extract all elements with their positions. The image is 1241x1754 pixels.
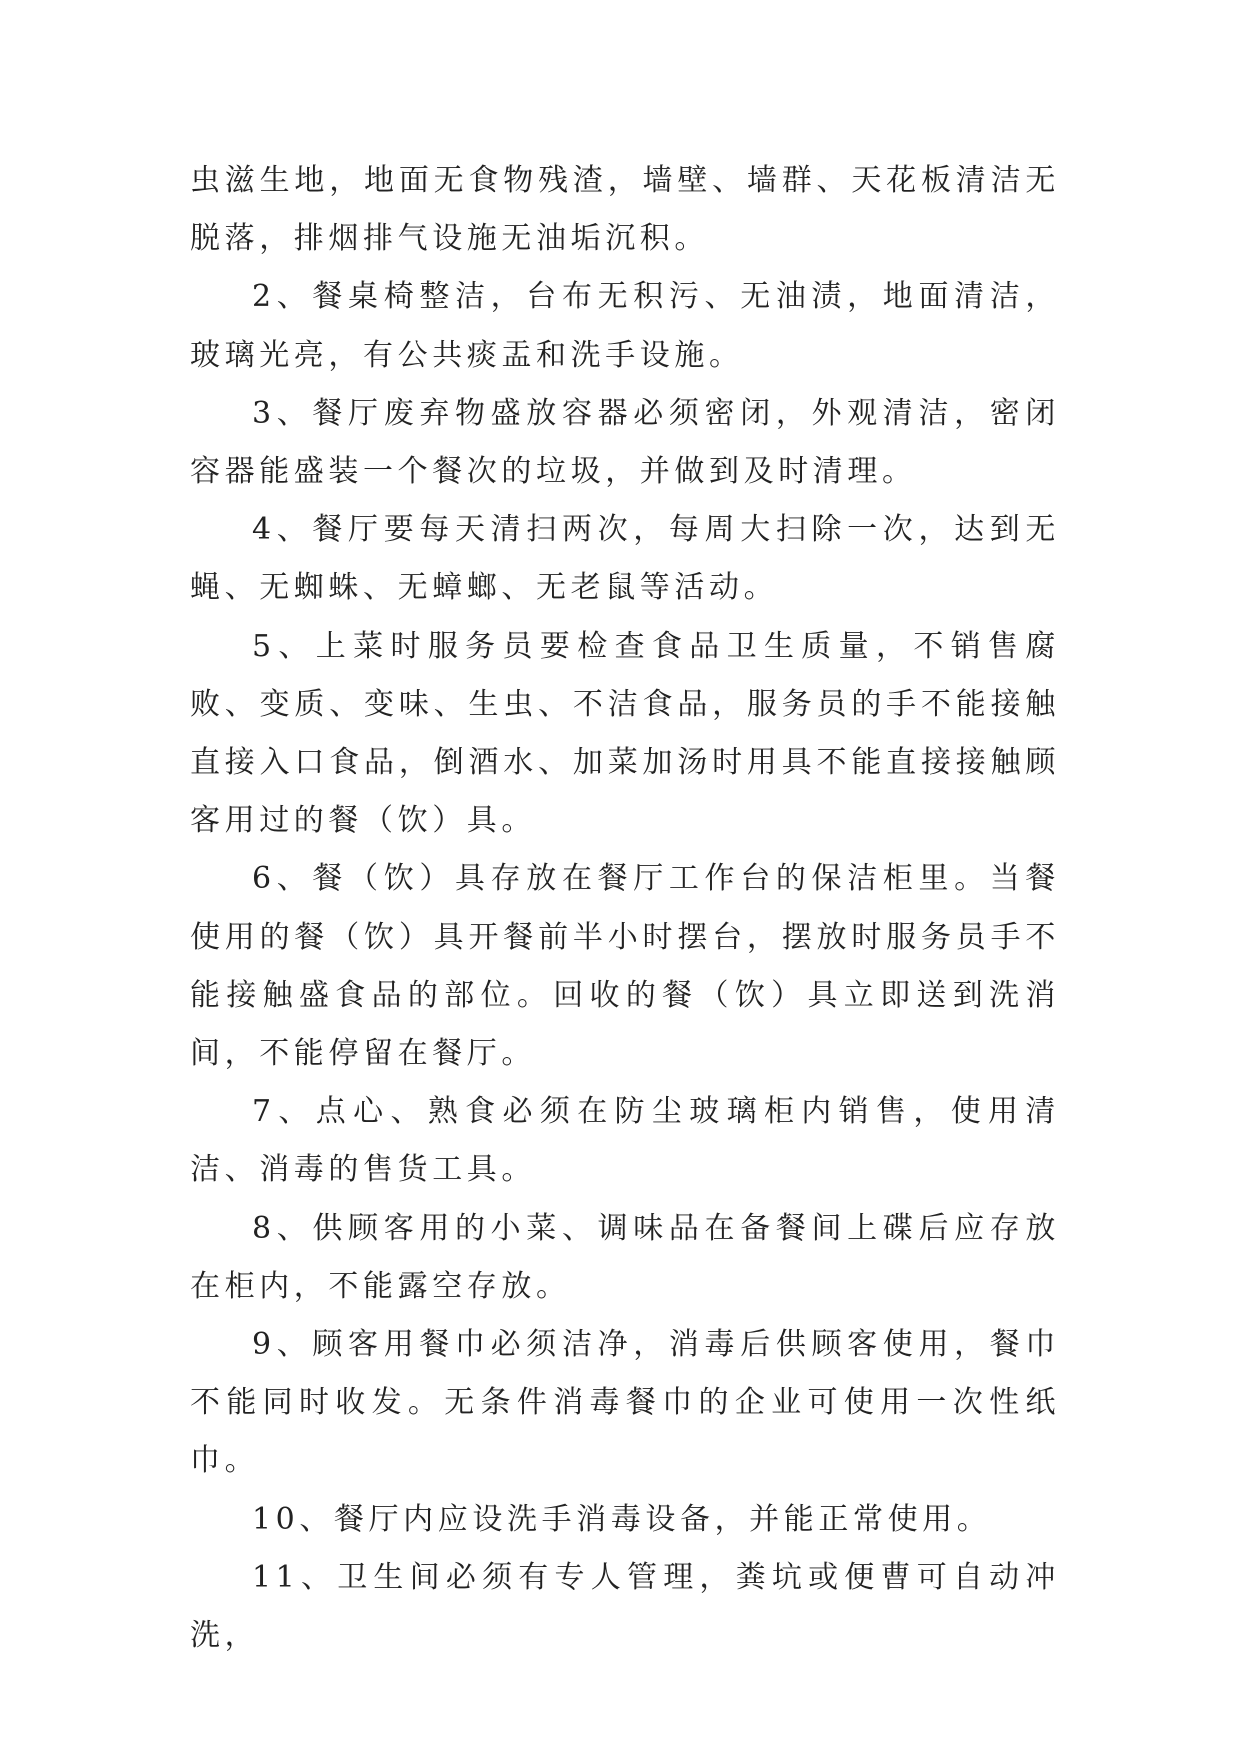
- paragraph-item-2: 2、餐桌椅整洁，台布无积污、无油渍，地面清洁，玻璃光亮，有公共痰盂和洗手设施。: [190, 279, 1060, 373]
- paragraph-item-4: 4、餐厅要每天清扫两次，每周大扫除一次，达到无蝇、无蜘蛛、无蟑螂、无老鼠等活动。: [190, 512, 1060, 606]
- paragraph-item-9: 9、顾客用餐巾必须洁净，消毒后供顾客使用，餐巾不能同时收发。无条件消毒餐巾的企业可使用一次性纸巾。: [190, 1327, 1060, 1479]
- paragraph-item-11: 11、卫生间必须有专人管理，粪坑或便曹可自动冲洗，: [190, 1559, 1060, 1654]
- paragraph-item-5: 5、上菜时服务员要检查食品卫生质量，不销售腐败、变质、变味、生虫、不洁食品，服务员的手不能接触直接入口食品，倒酒水、加菜加汤时用具不能直接接触顾客用过的餐（饮）具。: [190, 628, 1060, 839]
- paragraph-item-3: 3、餐厅废弃物盛放容器必须密闭，外观清洁，密闭容器能盛装一个餐次的垃圾，并做到及时清理。: [190, 395, 1060, 490]
- paragraph-item-8: 8、供顾客用的小菜、调味品在备餐间上碟后应存放在柜内，不能露空存放。: [190, 1210, 1060, 1304]
- paragraph-continuation: 虫滋生地，地面无食物残渣，墙壁、墙群、天花板清洁无脱落，排烟排气设施无油垢沉积。: [190, 163, 1060, 257]
- document-body: [190, 152, 1060, 1665]
- paragraph-item-10: 10、餐厅内应设洗手消毒设备，并能正常使用。: [252, 1501, 992, 1537]
- paragraph-item-7: 7、点心、熟食必须在防尘玻璃柜内销售，使用清洁、消毒的售货工具。: [190, 1094, 1060, 1188]
- paragraph-item-6: 6、餐（饮）具存放在餐厅工作台的保洁柜里。当餐使用的餐（饮）具开餐前半小时摆台，摆放时服务员手不能接触盛食品的部位。回收的餐（饮）具立即送到洗消间，不能停留在餐厅。: [190, 861, 1060, 1072]
